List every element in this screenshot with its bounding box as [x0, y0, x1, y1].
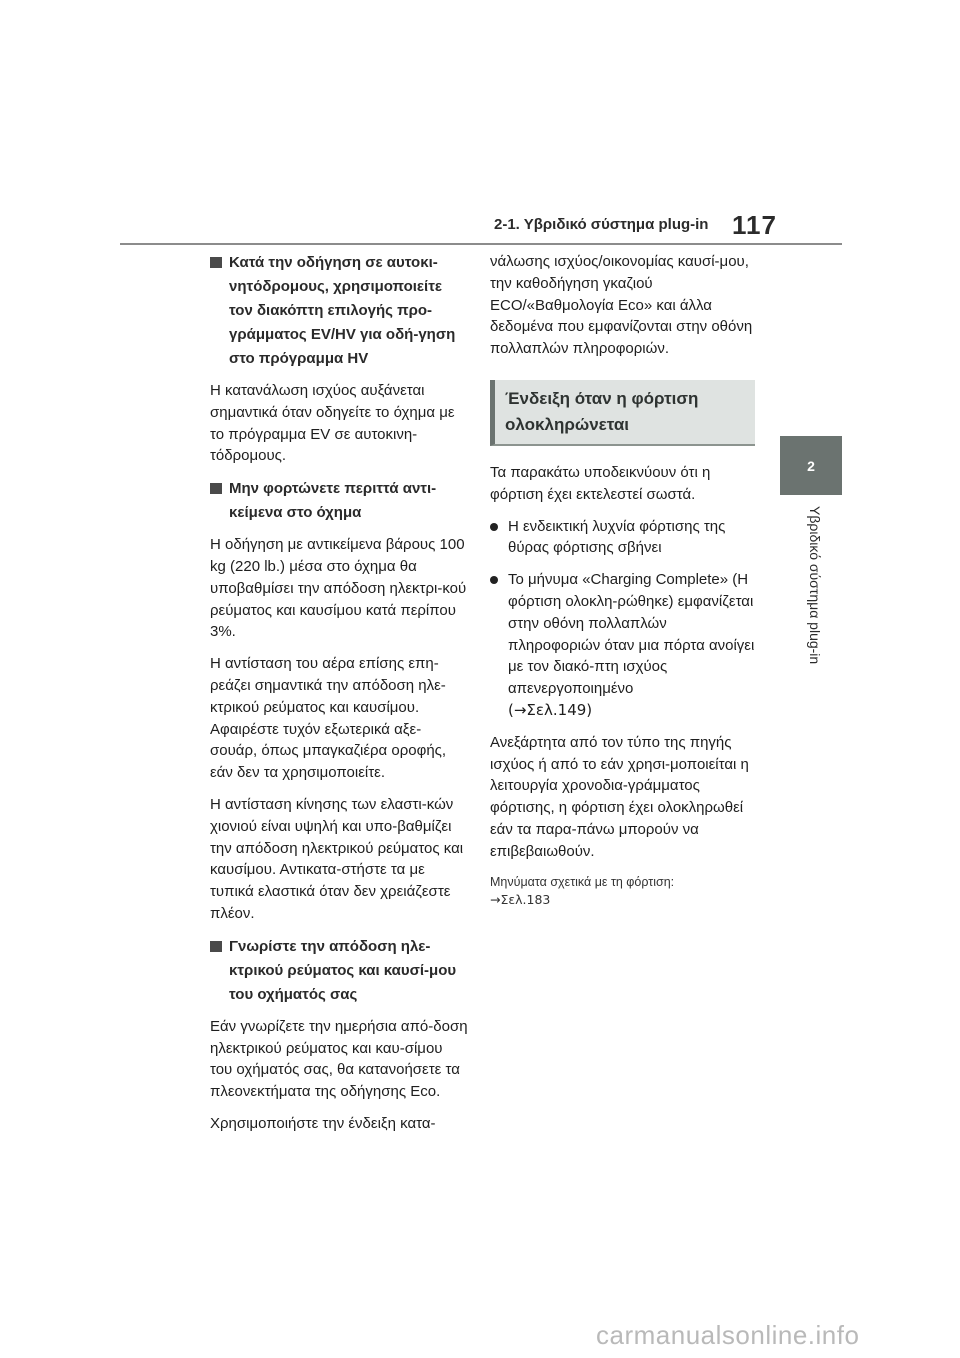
- square-bullet-icon: [210, 941, 222, 952]
- note: [490, 873, 755, 909]
- bullet-body: [508, 569, 755, 722]
- chapter-number: 2: [807, 457, 815, 474]
- left-column: [210, 251, 468, 1145]
- chapter-label: Υβριδικό σύστημα plug-in: [807, 506, 823, 665]
- paragraph: Η αντίσταση του αέρα επίσης επη-ρεάζει σημαντικά την απόδοση ηλε-κτρικού ρεύματος και καυσίμου. Αφαιρέστε τυχόν εξωτερικά αξε-σουάρ, όπως μπαγκαζιέρα οροφής, εάν δεν τα χρησιμοποιείτε.: [210, 655, 447, 782]
- header-rule: [120, 243, 842, 245]
- paragraph: Η αντίσταση κίνησης των ελαστι-κών χιονιού είναι υψηλή και υπο-βαθμίζει την απόδοση ηλεκτρικού ρεύματος και καυσίμου. Αντικατα-στήστε τα με τυπικά ελαστικά όταν δεν χρειάζεστε πλέον.: [210, 795, 464, 922]
- heading-text: Γνωρίστε την απόδοση ηλε-κτρικού ρεύματος και καυσί-μου του οχήματός σας: [229, 937, 457, 1003]
- page-reference-link[interactable]: (→Σελ.149): [508, 700, 593, 719]
- paragraph: νάλωσης ισχύος/οικονομίας καυσί-μου, την καθοδήγηση γκαζιού ECO/«Βαθμολογία Eco» και άλλα δεδομένα που εμφανίζονται στην οθόνη πολλαπλών πληροφοριών.: [490, 253, 753, 358]
- page-number: 117: [732, 210, 777, 240]
- paragraph: Η κατανάλωση ισχύος αυξάνεται σημαντικά όταν οδηγείτε το όχημα με το πρόγραμμα EV σε αυτοκινη-τόδρομους.: [210, 382, 455, 465]
- heading-efficiency: [210, 935, 468, 1007]
- bullet-dot-icon: [490, 576, 498, 584]
- bullet-item: [490, 569, 755, 722]
- right-column: [490, 251, 755, 909]
- section-title-box: Ένδειξη όταν η φόρτιση ολοκληρώνεται: [490, 380, 755, 446]
- paragraph: Ανεξάρτητα από τον τύπο της πηγής ισχύος ή από το εάν χρησι-μοποιείται η λειτουργία χρονοδια-γράμματος φόρτισης, η φόρτιση έχει ολοκληρωθεί εάν τα παρα-πάνω μπορούν να επιβεβαιωθούν.: [490, 733, 749, 860]
- square-bullet-icon: [210, 257, 222, 268]
- heading-text: Κατά την οδήγηση σε αυτοκι-νητόδρομους, χρησιμοποιείτε τον διακόπτη επιλογής προ-γράμματος EV/HV για οδή-γηση στο πρόγραμμα HV: [229, 254, 456, 367]
- heading-cargo: [210, 477, 468, 525]
- paragraph: Η οδήγηση με αντικείμενα βάρους 100 kg (220 lb.) μέσα στο όχημα θα υποβαθμίσει την απόδοση ηλεκτρι-κού ρεύματος και καυσίμου κατά περίπου 3%.: [210, 536, 467, 641]
- paragraph: Εάν γνωρίζετε την ημερήσια από-δοση ηλεκτρικού ρεύματος και καυ-σίμου του οχήματός σας, θα κατανοήσετε τα πλεονεκτήματα της οδήγησης Eco.: [210, 1017, 468, 1101]
- heading-highway: [210, 251, 468, 371]
- bullet-text: Το μήνυμα «Charging Complete» (Η φόρτιση ολοκλη-ρώθηκε) εμφανίζεται στην οθόνη πολλαπλών πληροφοριών όταν μια πόρτα ανοίγει με τον διακό-πτη ισχύος απενεργοποιημένο: [508, 571, 755, 698]
- square-bullet-icon: [210, 483, 222, 494]
- heading-text: Μην φορτώνετε περιττά αντι-κείμενα στο όχημα: [229, 480, 437, 522]
- chapter-tab[interactable]: [780, 436, 842, 495]
- note-line: Μηνύματα σχετικά με τη φόρτιση:: [490, 874, 675, 889]
- footer-watermark: carmanualsonline.info: [596, 1320, 860, 1350]
- note-page-reference-link[interactable]: →Σελ.183: [490, 891, 551, 907]
- paragraph: Τα παρακάτω υποδεικνύουν ότι η φόρτιση έχει εκτελεστεί σωστά.: [490, 463, 711, 503]
- bullet-item: [490, 516, 755, 560]
- header-section-title: 2-1. Υβριδικό σύστημα plug-in: [494, 216, 709, 233]
- bullet-dot-icon: [490, 523, 498, 531]
- bullet-text: Η ενδεικτική λυχνία φόρτισης της θύρας φόρτισης σβήνει: [508, 517, 726, 557]
- paragraph: Χρησιμοποιήστε την ένδειξη κατα-: [210, 1114, 436, 1132]
